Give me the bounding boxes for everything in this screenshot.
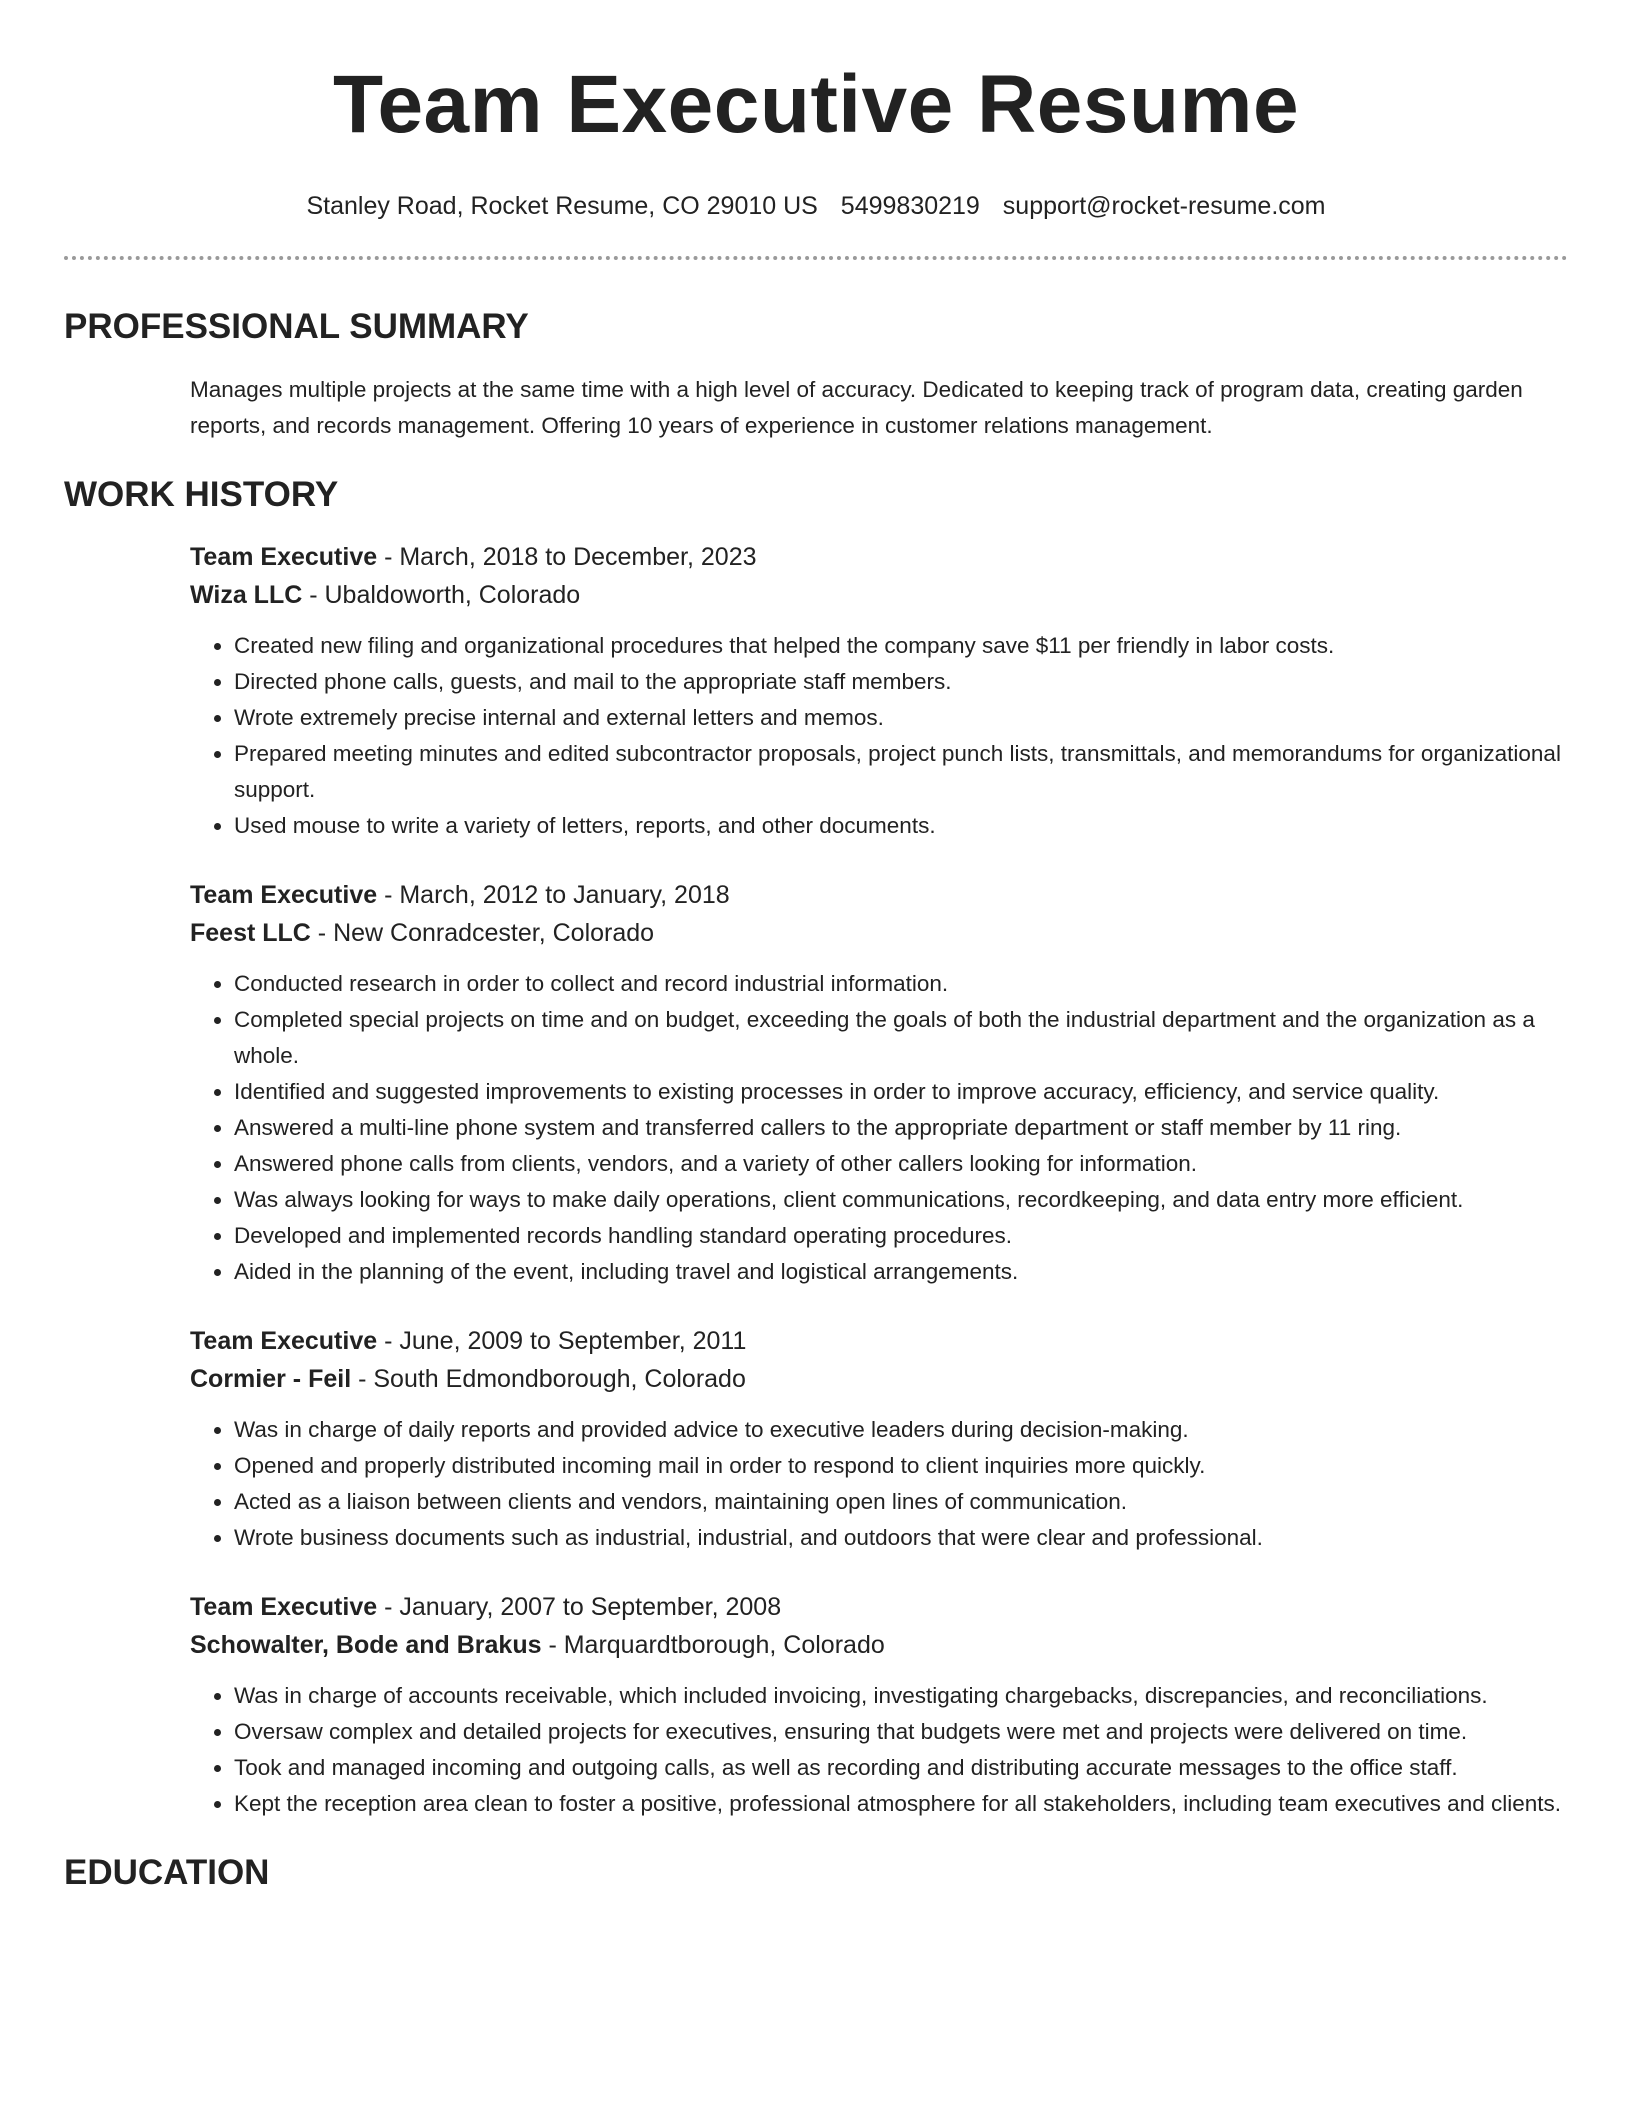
job-bullet: • Aided in the planning of the event, including travel and logistical arrangements. xyxy=(234,1254,1568,1290)
job-bullet: • Prepared meeting minutes and edited subcontractor proposals, project punch lists, transmittals, and memorandums for organizational support. xyxy=(234,736,1568,808)
job-bullet-list xyxy=(190,1678,1568,1822)
job-bullet: • Was in charge of daily reports and provided advice to executive leaders during decision-making. xyxy=(234,1412,1568,1448)
job-title-line xyxy=(190,1588,1568,1626)
job-bullet: • Was always looking for ways to make daily operations, client communications, recordkeeping, and data entry more efficient. xyxy=(234,1182,1568,1218)
job-bullet: • Was in charge of accounts receivable, which included invoicing, investigating chargebacks, discrepancies, and reconciliations. xyxy=(234,1678,1568,1714)
contact-line xyxy=(64,190,1568,222)
job-title: Team Executive xyxy=(190,1327,378,1355)
job-location: Marquardtborough, Colorado xyxy=(563,1631,885,1659)
section-heading-work-history: WORK HISTORY xyxy=(64,475,339,514)
job-dates: June, 2009 to September, 2011 xyxy=(399,1327,747,1355)
work-history-list xyxy=(64,538,1568,1822)
job-company: Wiza LLC xyxy=(190,581,303,609)
job-bullet: • Wrote business documents such as industrial, industrial, and outdoors that were clear and professional. xyxy=(234,1520,1568,1556)
job-entry xyxy=(190,1322,1568,1556)
job-separator: - xyxy=(541,1631,564,1659)
job-company: Feest LLC xyxy=(190,919,311,947)
job-dates: March, 2012 to January, 2018 xyxy=(399,881,730,909)
job-entry xyxy=(190,876,1568,1290)
header-divider xyxy=(64,256,1568,260)
job-bullet: • Took and managed incoming and outgoing calls, as well as recording and distributing accurate messages to the office staff. xyxy=(234,1750,1568,1786)
page-title: Team Executive Resume xyxy=(332,59,1300,150)
job-entry xyxy=(190,1588,1568,1822)
job-bullet: • Created new filing and organizational procedures that helped the company save $11 per friendly in labor costs. xyxy=(234,628,1568,664)
job-bullet: • Answered phone calls from clients, vendors, and a variety of other callers looking for information. xyxy=(234,1146,1568,1182)
job-bullet: • Used mouse to write a variety of letters, reports, and other documents. xyxy=(234,808,1568,844)
job-bullet: • Acted as a liaison between clients and vendors, maintaining open lines of communication. xyxy=(234,1484,1568,1520)
job-title: Team Executive xyxy=(190,881,378,909)
job-bullet: • Answered a multi-line phone system and transferred callers to the appropriate department or staff member by 11 ring. xyxy=(234,1110,1568,1146)
job-bullet: • Kept the reception area clean to foster a positive, professional atmosphere for all stakeholders, including team executives and clients. xyxy=(234,1786,1568,1822)
job-location: New Conradcester, Colorado xyxy=(333,919,655,947)
job-bullet: • Conducted research in order to collect and record industrial information. xyxy=(234,966,1568,1002)
job-title-line xyxy=(190,1322,1568,1360)
job-separator: - xyxy=(377,881,400,909)
job-title: Team Executive xyxy=(190,543,378,571)
summary-text: Manages multiple projects at the same time with a high level of accuracy. Dedicated to keeping track of program data, creating garden reports, and records management. Offering 10 years of experience in customer relations management. xyxy=(190,377,1523,438)
job-bullet: • Completed special projects on time and on budget, exceeding the goals of both the industrial department and the organization as a whole. xyxy=(234,1002,1568,1074)
job-title-line xyxy=(190,876,1568,914)
job-location: South Edmondborough, Colorado xyxy=(373,1365,746,1393)
job-bullet: • Developed and implemented records handling standard operating procedures. xyxy=(234,1218,1568,1254)
job-separator: - xyxy=(310,919,334,947)
job-bullet: • Identified and suggested improvements to existing processes in order to improve accuracy, efficiency, and service quality. xyxy=(234,1074,1568,1110)
job-company: Cormier - Feil xyxy=(190,1365,352,1393)
job-company: Schowalter, Bode and Brakus xyxy=(190,1631,542,1659)
job-title: Team Executive xyxy=(190,1593,378,1621)
section-heading-education: EDUCATION xyxy=(64,1853,270,1892)
contact-phone: 5499830219 xyxy=(840,192,980,220)
job-bullet-list xyxy=(190,628,1568,844)
job-dates: January, 2007 to September, 2008 xyxy=(399,1593,782,1621)
job-bullet-list xyxy=(190,1412,1568,1556)
job-title-line xyxy=(190,538,1568,576)
job-company-line xyxy=(190,1626,1568,1664)
contact-email: support@rocket-resume.com xyxy=(1002,192,1326,220)
job-company-line xyxy=(190,1360,1568,1398)
job-company-line xyxy=(190,914,1568,952)
job-separator: - xyxy=(377,1327,400,1355)
job-company-line xyxy=(190,576,1568,614)
job-location: Ubaldoworth, Colorado xyxy=(324,581,581,609)
contact-address: Stanley Road, Rocket Resume, CO 29010 US xyxy=(306,192,818,220)
job-separator: - xyxy=(351,1365,374,1393)
job-bullet: • Wrote extremely precise internal and external letters and memos. xyxy=(234,700,1568,736)
job-dates: March, 2018 to December, 2023 xyxy=(399,543,757,571)
job-bullet-list xyxy=(190,966,1568,1290)
job-separator: - xyxy=(302,581,325,609)
job-separator: - xyxy=(377,1593,400,1621)
section-heading-summary: PROFESSIONAL SUMMARY xyxy=(64,307,529,346)
job-separator: - xyxy=(377,543,400,571)
job-bullet: • Opened and properly distributed incoming mail in order to respond to client inquiries more quickly. xyxy=(234,1448,1568,1484)
job-bullet: • Directed phone calls, guests, and mail to the appropriate staff members. xyxy=(234,664,1568,700)
job-bullet: • Oversaw complex and detailed projects for executives, ensuring that budgets were met and projects were delivered on time. xyxy=(234,1714,1568,1750)
job-entry xyxy=(190,538,1568,844)
